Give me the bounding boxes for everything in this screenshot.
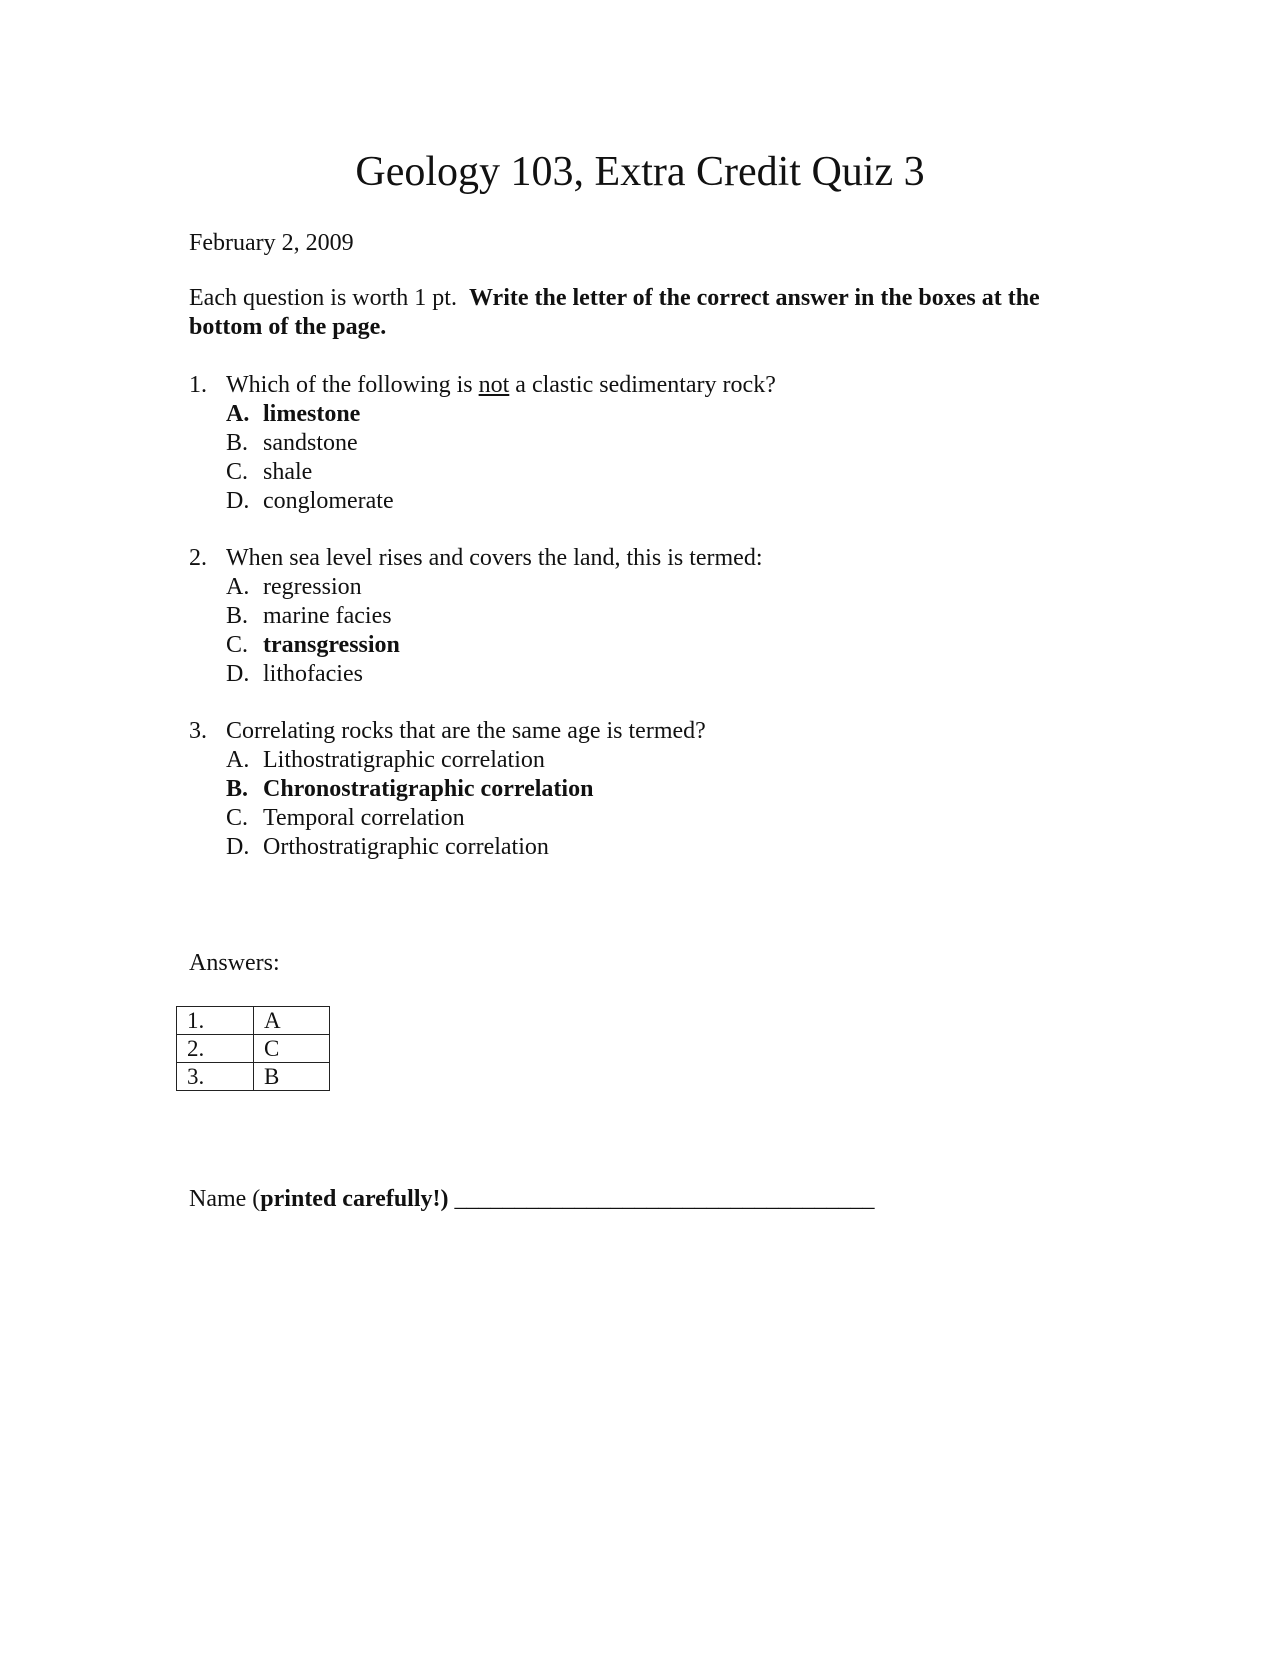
instructions-plain: Each question is worth 1 pt. [189, 285, 457, 311]
option-c-correct [189, 631, 1089, 660]
option-text: sandstone [263, 430, 358, 456]
answers-label: Answers: [189, 950, 280, 976]
instructions-bold: Write the letter of the correct answer in the boxes at the bottom of the page. [189, 285, 1040, 340]
option-text: Orthostratigraphic correlation [263, 834, 549, 860]
answers-table [176, 1006, 330, 1091]
option-letter: A. [226, 574, 250, 600]
answer-box[interactable]: A [254, 1007, 330, 1035]
option-text: transgression [263, 632, 400, 658]
option-letter: B. [226, 776, 249, 802]
option-c [189, 458, 1089, 487]
table-row [177, 1035, 330, 1063]
option-letter: C. [226, 459, 249, 485]
option-text: limestone [263, 401, 361, 427]
question-text: Correlating rocks that are the same age is termed? [226, 718, 706, 744]
option-b [189, 429, 1089, 458]
instructions [189, 284, 1109, 342]
option-text: shale [263, 459, 313, 485]
option-a-correct [189, 400, 1089, 429]
option-text: Chronostratigraphic correlation [263, 776, 594, 802]
answer-number: 1. [177, 1007, 254, 1035]
option-letter: B. [226, 430, 249, 456]
option-text: Lithostratigraphic correlation [263, 747, 545, 773]
answer-box[interactable]: C [254, 1035, 330, 1063]
quiz-date: February 2, 2009 [189, 230, 354, 256]
option-letter: D. [226, 834, 250, 860]
option-text: marine facies [263, 603, 392, 629]
question-text [226, 371, 776, 400]
question-text-part: a clastic sedimentary rock? [509, 372, 776, 398]
option-letter: C. [226, 805, 249, 831]
question-number: 1. [189, 372, 207, 398]
option-text: conglomerate [263, 488, 394, 514]
option-d [189, 833, 1089, 862]
answer-number: 2. [177, 1035, 254, 1063]
name-label-bold: printed carefully!) [260, 1186, 449, 1212]
name-field [189, 1184, 875, 1214]
option-letter: A. [226, 401, 250, 427]
option-a [189, 746, 1089, 775]
option-letter: C. [226, 632, 249, 658]
question-number: 2. [189, 545, 207, 571]
option-c [189, 804, 1089, 833]
question-text-underlined: not [478, 372, 510, 398]
question-text-part: Which of the following is [226, 372, 479, 398]
option-letter: B. [226, 603, 249, 629]
option-text: lithofacies [263, 661, 363, 687]
question-2 [189, 544, 1089, 689]
name-label: Name ( [189, 1186, 261, 1212]
option-letter: D. [226, 661, 250, 687]
option-b-correct [189, 775, 1089, 804]
option-d [189, 487, 1089, 516]
option-b [189, 602, 1089, 631]
name-blank[interactable]: ___________________________________ [448, 1186, 875, 1212]
answer-box[interactable]: B [254, 1063, 330, 1091]
option-d [189, 660, 1089, 689]
answer-number: 3. [177, 1063, 254, 1091]
option-text: regression [263, 574, 362, 600]
question-number: 3. [189, 718, 207, 744]
page-title: Geology 103, Extra Credit Quiz 3 [355, 149, 925, 195]
option-letter: A. [226, 747, 250, 773]
option-letter: D. [226, 488, 250, 514]
table-row [177, 1007, 330, 1035]
table-row [177, 1063, 330, 1091]
option-text: Temporal correlation [263, 805, 465, 831]
question-1 [189, 371, 1089, 516]
question-3 [189, 717, 1089, 862]
option-a [189, 573, 1089, 602]
question-text: When sea level rises and covers the land, this is termed: [226, 545, 763, 571]
